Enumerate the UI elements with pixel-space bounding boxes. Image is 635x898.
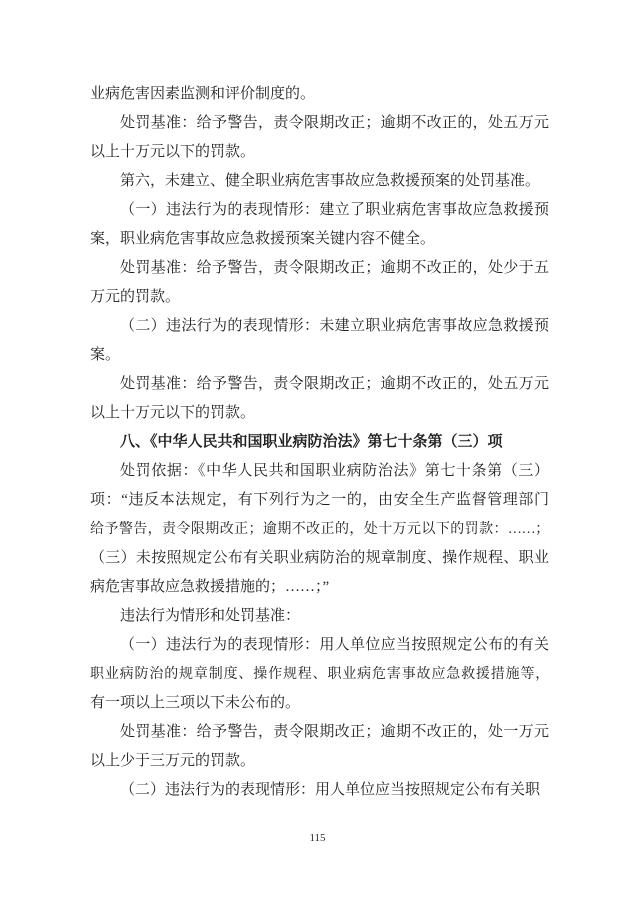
paragraph bbox=[90, 776, 549, 805]
page-number: 115 bbox=[309, 832, 326, 844]
text-line: 处罚依据：《中华人民共和国职业病防治法》第七十条第（三） bbox=[120, 463, 549, 479]
text-line: 处罚基准：给予警告，责令限期改正；逾期不改正的，处一万元 bbox=[120, 724, 549, 740]
document-body bbox=[90, 80, 549, 805]
text-line: 八、《中华人民共和国职业病防治法》第七十条第（三）项 bbox=[120, 434, 503, 450]
text-line: 违法行为情形和处罚基准： bbox=[120, 608, 301, 624]
text-line: 处罚基准：给予警告，责令限期改正；逾期不改正的，处五万元 bbox=[120, 115, 549, 131]
text-line: 第六，未建立、健全职业病危害事故应急救援预案的处罚基准。 bbox=[120, 173, 541, 189]
paragraph bbox=[90, 80, 549, 109]
text-line: 案。 bbox=[90, 347, 121, 363]
text-line: 案，职业病危害事故应急救援预案关键内容不健全。 bbox=[90, 231, 436, 247]
paragraph bbox=[90, 602, 549, 631]
text-line: 以上十万元以下的罚款。 bbox=[90, 405, 256, 421]
text-line: （二）违法行为的表现情形：用人单位应当按照规定公布有关职 bbox=[120, 782, 541, 798]
paragraph bbox=[90, 109, 549, 167]
text-line: 有一项以上三项以下未公布的。 bbox=[90, 695, 301, 711]
text-line: 职业病防治的规章制度、操作规程、职业病危害事故应急救援措施等， bbox=[90, 667, 549, 682]
paragraph bbox=[90, 370, 549, 428]
text-line: （一）违法行为的表现情形：建立了职业病危害事故应急救援预 bbox=[120, 202, 549, 218]
paragraph bbox=[90, 312, 549, 370]
text-line: 处罚基准：给予警告，责令限期改正；逾期不改正的，处五万元 bbox=[120, 376, 549, 392]
paragraph bbox=[90, 631, 549, 718]
section-heading bbox=[90, 428, 549, 457]
text-line: 给予警告，责令限期改正；逾期不改正的，处十万元以下的罚款：……； bbox=[90, 522, 549, 537]
text-line: （三）未按照规定公布有关职业病防治的规章制度、操作规程、职业 bbox=[90, 550, 549, 566]
paragraph bbox=[90, 457, 549, 602]
text-line: （一）违法行为的表现情形：用人单位应当按照规定公布的有关 bbox=[120, 637, 549, 653]
paragraph bbox=[90, 196, 549, 254]
text-line: （二）违法行为的表现情形：未建立职业病危害事故应急救援预 bbox=[120, 318, 549, 334]
text-line: 处罚基准：给予警告，责令限期改正；逾期不改正的，处少于五 bbox=[120, 260, 549, 276]
paragraph bbox=[90, 167, 549, 196]
text-line: 以上十万元以下的罚款。 bbox=[90, 144, 256, 160]
text-line: 项：“违反本法规定，有下列行为之一的，由安全生产监督管理部门 bbox=[90, 492, 549, 508]
text-line: 以上少于三万元的罚款。 bbox=[90, 753, 256, 769]
paragraph bbox=[90, 254, 549, 312]
text-line: 业病危害因素监测和评价制度的。 bbox=[90, 86, 316, 102]
text-line: 病危害事故应急救援措施的；……；” bbox=[90, 579, 330, 595]
paragraph bbox=[90, 718, 549, 776]
text-line: 万元的罚款。 bbox=[90, 289, 181, 305]
